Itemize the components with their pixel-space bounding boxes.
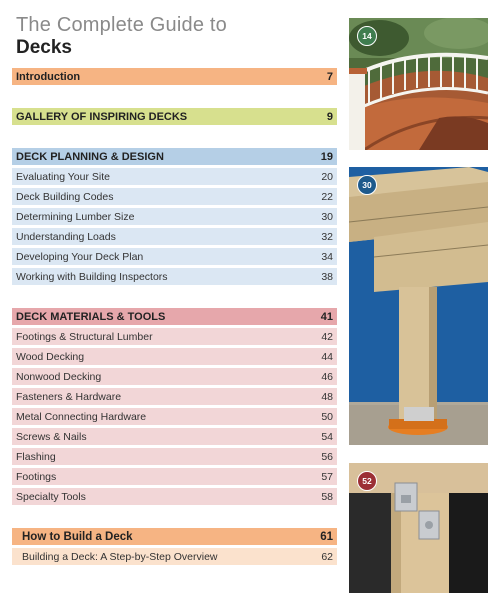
- toc-label: Footings & Structural Lumber: [16, 330, 153, 343]
- toc-item[interactable]: [12, 168, 337, 185]
- photo-metal-connector: [349, 463, 488, 593]
- toc-label: GALLERY OF INSPIRING DECKS: [16, 110, 188, 123]
- photo-curved-deck: [349, 18, 488, 150]
- toc-item[interactable]: [12, 208, 337, 225]
- toc-item[interactable]: [12, 548, 337, 565]
- toc-page: 20: [321, 170, 333, 183]
- toc-section-materials[interactable]: [12, 308, 337, 325]
- toc-label: Understanding Loads: [16, 230, 116, 243]
- toc-item[interactable]: [12, 328, 337, 345]
- toc-item[interactable]: [12, 268, 337, 285]
- toc-item[interactable]: [12, 468, 337, 485]
- page-badge-30: 30: [357, 175, 377, 195]
- toc-label: Developing Your Deck Plan: [16, 250, 144, 263]
- toc-label: Building a Deck: A Step-by-Step Overview: [22, 550, 218, 563]
- toc-page: 34: [321, 250, 333, 263]
- toc-label: Deck Building Codes: [16, 190, 114, 203]
- toc-page: 9: [326, 110, 333, 123]
- toc-label: DECK MATERIALS & TOOLS: [16, 310, 166, 323]
- toc-label: DECK PLANNING & DESIGN: [16, 150, 164, 163]
- page-badge-52: 52: [357, 471, 377, 491]
- toc-item[interactable]: [12, 488, 337, 505]
- toc-label: Footings: [16, 470, 57, 483]
- toc-page: 62: [321, 550, 333, 563]
- toc-page: 57: [321, 470, 333, 483]
- toc-page: 22: [321, 190, 333, 203]
- toc-page: 46: [321, 370, 333, 383]
- toc-page: 42: [321, 330, 333, 343]
- toc-item[interactable]: [12, 348, 337, 365]
- toc-section-introduction[interactable]: [12, 68, 337, 85]
- toc-label: Nonwood Decking: [16, 370, 102, 383]
- toc-page: 7: [326, 70, 333, 83]
- book-title-line1: The Complete Guide to: [16, 14, 227, 36]
- toc-label: Screws & Nails: [16, 430, 87, 443]
- toc-page: 50: [321, 410, 333, 423]
- page-badge-14: 14: [357, 26, 377, 46]
- toc-label: Evaluating Your Site: [16, 170, 110, 183]
- toc-section-gallery[interactable]: [12, 108, 337, 125]
- book-title-line2: Decks: [16, 37, 72, 58]
- toc-label: Metal Connecting Hardware: [16, 410, 147, 423]
- toc-item[interactable]: [12, 448, 337, 465]
- toc-section-planning[interactable]: [12, 148, 337, 165]
- toc-label: Introduction: [16, 70, 81, 83]
- photo-deck-post: [349, 167, 488, 445]
- toc-page: 48: [321, 390, 333, 403]
- toc-item[interactable]: [12, 388, 337, 405]
- toc-page: 32: [321, 230, 333, 243]
- deck-post-illustration: [349, 167, 488, 445]
- toc-page: 41: [320, 310, 333, 323]
- toc-label: How to Build a Deck: [22, 530, 133, 543]
- toc-label: Flashing: [16, 450, 56, 463]
- toc-label: Working with Building Inspectors: [16, 270, 168, 283]
- toc-page: 30: [321, 210, 333, 223]
- toc-item[interactable]: [12, 368, 337, 385]
- toc-section-build[interactable]: [12, 528, 337, 545]
- toc-item[interactable]: [12, 428, 337, 445]
- toc-item[interactable]: [12, 408, 337, 425]
- toc-label: Specialty Tools: [16, 490, 86, 503]
- toc-page: 38: [321, 270, 333, 283]
- toc-item[interactable]: [12, 188, 337, 205]
- toc-page: 19: [320, 150, 333, 163]
- toc-item[interactable]: [12, 248, 337, 265]
- toc-page: 61: [320, 530, 333, 543]
- toc-label: Wood Decking: [16, 350, 85, 363]
- toc-page: 58: [321, 490, 333, 503]
- toc-page: 44: [321, 350, 333, 363]
- toc-page: 54: [321, 430, 333, 443]
- toc-page: 56: [321, 450, 333, 463]
- toc-label: Determining Lumber Size: [16, 210, 135, 223]
- toc-label: Fasteners & Hardware: [16, 390, 122, 403]
- toc-item[interactable]: [12, 228, 337, 245]
